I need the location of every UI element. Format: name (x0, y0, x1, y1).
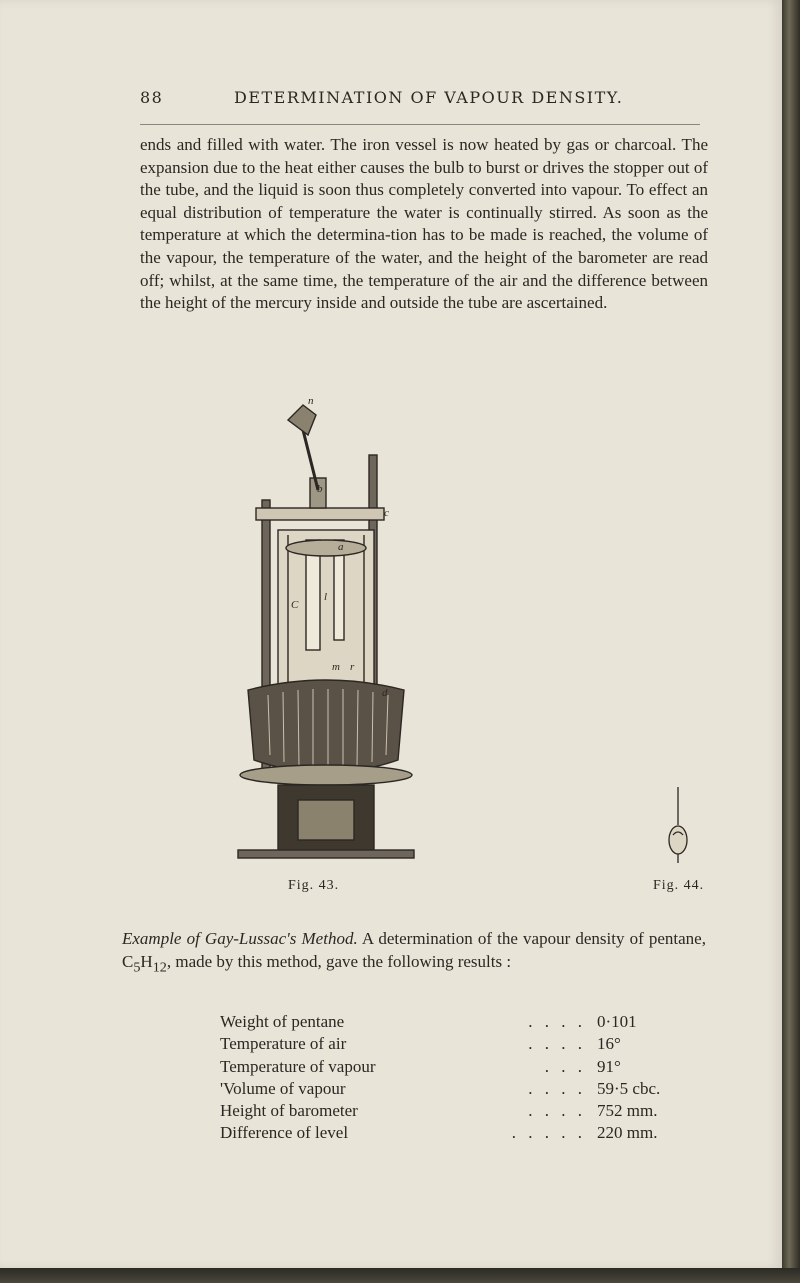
leader-dots: . . . . (528, 1034, 586, 1054)
result-label: Temperature of vapour (220, 1056, 376, 1076)
fig43-label-l: l (324, 591, 328, 603)
page-number: 88 (140, 88, 164, 107)
fig43-label-d: d (382, 687, 388, 699)
result-value: 91° (597, 1056, 621, 1076)
result-value: 59·5 cbc. (597, 1078, 661, 1098)
book-edge-right (782, 0, 800, 1283)
fig43-label-n: n (308, 395, 314, 407)
results-row (220, 1012, 680, 1034)
result-label: Temperature of air (220, 1034, 347, 1054)
figure-44-caption: Fig. 44. (653, 878, 705, 893)
results-table (220, 1012, 680, 1146)
figure-43-apparatus (228, 390, 428, 870)
body-paragraph (140, 134, 708, 315)
formula-sub-1: 5 (133, 958, 141, 975)
paragraph-1: ends and filled with water. The iron vessel is now heated by gas or charcoal. The expansion due to the heat either causes the bulb to burst or drives the stopper out of the tube, and the liquid is soon thus completely converted into vapour. To effect an equal distribution of temperature the water is continually stirred. As soon as the temperature at which the determina-tion has to be made is reached, the volume of the vapour, the temperature of the water, and the height of the barometer are read off; whilst, at the same time, the temperature of the air and the difference between the height of the mercury inside and outside the tube are ascertained. (140, 135, 708, 313)
leader-dots: . . . . (528, 1101, 586, 1121)
results-row (220, 1034, 680, 1056)
example-paragraph (122, 928, 706, 978)
fig43-label-C: C (291, 599, 299, 611)
result-label: 'Volume of vapour (220, 1078, 346, 1098)
figure-44-bulb (663, 785, 693, 865)
results-row (220, 1057, 680, 1079)
header-rule (140, 124, 700, 125)
results-row (220, 1101, 680, 1123)
leader-dots: . . . . . (511, 1123, 586, 1143)
running-header (140, 88, 700, 112)
leader-dots: . . . . (528, 1012, 586, 1031)
results-row (220, 1079, 680, 1101)
result-value: 220 mm. (597, 1123, 658, 1143)
example-text-before: A determination of the vapour density of pentane, C (122, 929, 706, 971)
formula-sub-2: 12 (152, 958, 167, 975)
result-value: 752 mm. (597, 1101, 658, 1121)
running-title: DETERMINATION OF VAPOUR DENSITY. (234, 88, 624, 107)
fig43-label-c: c (384, 507, 389, 519)
result-label: Height of barometer (220, 1101, 358, 1121)
leader-dots: . . . (544, 1056, 586, 1076)
leader-dots: . . . . (528, 1078, 586, 1098)
example-text-mid: H (140, 951, 153, 971)
result-value: 16° (597, 1034, 621, 1054)
figure-43-caption: Fig. 43. (288, 878, 340, 893)
result-label: Difference of level (220, 1123, 349, 1143)
example-heading: Example of Gay-Lussac's Method. (122, 929, 358, 948)
results-row (220, 1123, 680, 1145)
fig43-label-b: b (317, 483, 323, 495)
result-label: Weight of pentane (220, 1012, 345, 1031)
result-value: 0·101 (597, 1012, 637, 1031)
example-text-after: , made by this method, gave the following results : (166, 951, 512, 971)
fig43-label-a: a (338, 541, 344, 553)
fig43-label-r: r (350, 661, 355, 673)
fig43-label-m: m (332, 661, 340, 673)
book-edge-bottom (0, 1268, 800, 1283)
